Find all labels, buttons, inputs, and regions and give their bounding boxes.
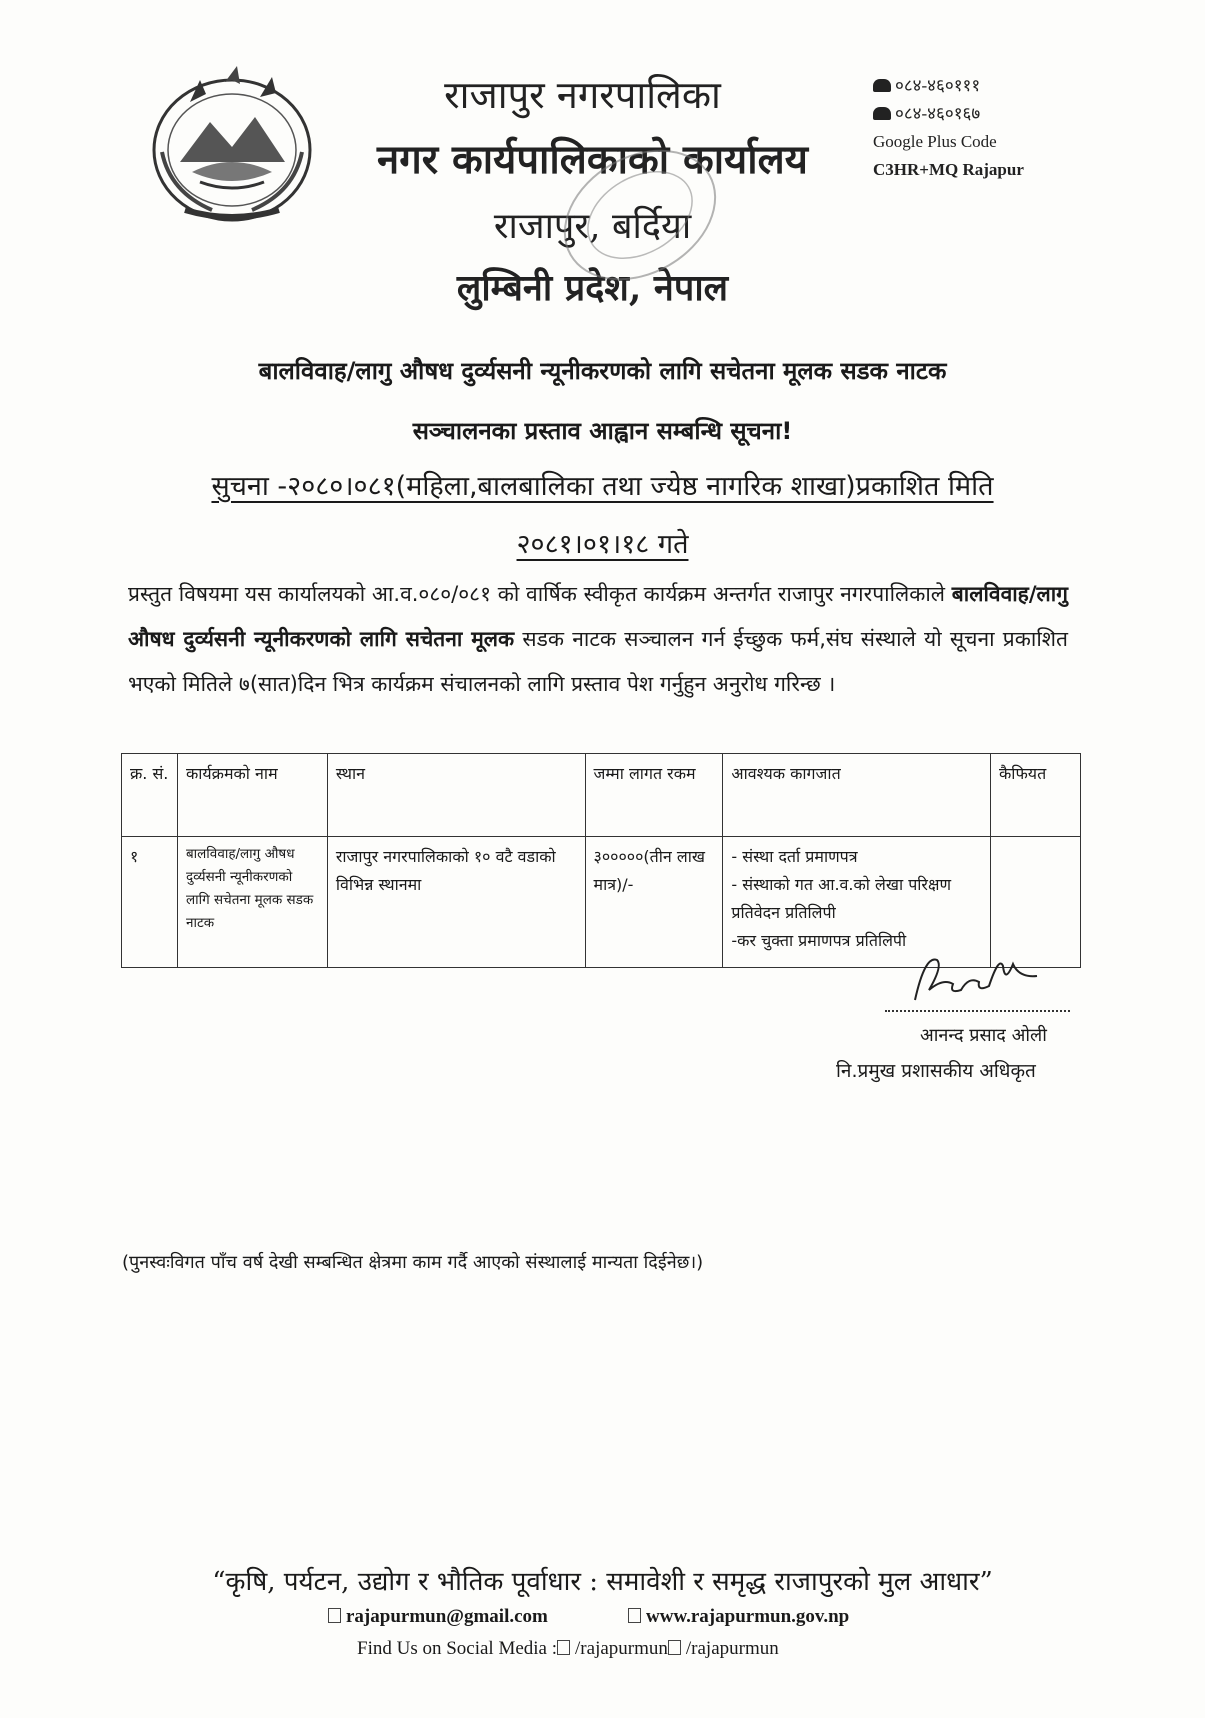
office-address-line3: राजापुर, बर्दिया <box>493 206 692 247</box>
notice-body: प्रस्तुत विषयमा यस कार्यालयको आ.व.०८०/०८१ को वार्षिक स्वीकृत कार्यक्रम अन्तर्गत राजापुर नगरपालिकाले बालविवाह/लागु औषध दुर्व्यसनी न्यूनीकरणको लागि सचेतना मूलक सडक नाटक सञ्चालन गर्न ईच्छुक फर्म,संघ संस्थाले यो सूचना प्रकाशित भएको मितिले ७(सात)दिन भित्र कार्यक्रम संचालनको लागि प्रस्ताव पेश गर्नुहुन अनुरोध गरिन्छ । <box>128 582 1069 696</box>
cell-sn: १ <box>122 837 178 968</box>
telephone-icon <box>873 79 891 92</box>
cell-remarks <box>991 837 1081 968</box>
contact-block <box>873 72 1024 184</box>
col-header-total-cost: जम्मा लागत रकम <box>585 754 723 837</box>
note-text: (पुनस्वःविगत पाँच वर्ष देखी सम्बन्धित क्षेत्रमा काम गर्दै आएको संस्थालाई मान्यता दिईनेछ।) <box>122 1252 704 1273</box>
email-icon <box>328 1608 341 1623</box>
telephone-icon <box>873 107 891 120</box>
table-row <box>122 837 1081 968</box>
signatory-title: नि.प्रमुख प्रशासकीय अधिकृत <box>836 1060 1036 1082</box>
col-header-program-name: कार्यक्रमको नाम <box>177 754 327 837</box>
phone-1: ०८४-४६०१११ <box>873 72 1024 100</box>
table-header-row <box>122 754 1081 837</box>
col-header-location: स्थान <box>327 754 585 837</box>
office-name-line2: नगर कार्यपालिकाको कार्यालय <box>377 136 808 183</box>
notice-title-line2: सञ्चालनका प्रस्ताव आह्वान सम्बन्धि सूचना! <box>412 417 793 445</box>
footer-website: www.rajapurmun.gov.np <box>628 1606 849 1628</box>
plus-code-label: Google Plus Code <box>873 132 997 151</box>
col-header-remarks: कैफियत <box>991 754 1081 837</box>
signatory-name: आनन्द प्रसाद ओली <box>920 1025 1047 1046</box>
program-table <box>121 753 1081 968</box>
footer-social: Find Us on Social Media : /rajapurmun /rajapurmun <box>357 1638 779 1659</box>
col-header-required-documents: आवश्यक कागजात <box>723 754 991 837</box>
notice-reference-line1: सुचना -२०८०।०८१(महिला,बालबालिका तथा ज्येष्ठ नागरिक शाखा)प्रकाशित मिति <box>211 471 994 502</box>
phone-2: ०८४-४६०१६७ <box>873 100 1024 128</box>
cell-location: राजापुर नगरपालिकाको १० वटै वडाको विभिन्न स्थानमा <box>327 837 585 968</box>
twitter-icon <box>668 1640 681 1655</box>
cell-documents <box>723 837 991 968</box>
cell-cost: ३०००००(तीन लाख मात्र)/- <box>585 837 723 968</box>
document-item: -कर चुक्ता प्रमाणपत्र प्रतिलिपी <box>731 931 907 950</box>
notice-reference-line2: २०८१।०१।१८ गते <box>516 529 689 560</box>
handwritten-signature-icon <box>895 950 1075 1010</box>
facebook-icon <box>557 1640 570 1655</box>
office-name-line1: राजापुर नगरपालिका <box>444 73 721 117</box>
cell-program-name: बालविवाह/लागु औषध दुर्व्यसनी न्यूनीकरणको लागि सचेतना मूलक सडक नाटक <box>177 837 327 968</box>
signature-line <box>885 1010 1070 1012</box>
document-item: - संस्था दर्ता प्रमाणपत्र <box>731 847 858 866</box>
notice-title-line1: बालविवाह/लागु औषध दुर्व्यसनी न्यूनीकरणको लागि सचेतना मूलक सडक नाटक <box>258 357 947 385</box>
footer-slogan: “कृषि, पर्यटन, उद्योग र भौतिक पूर्वाधार : समावेशी र समृद्ध राजापुरको मुल आधार” <box>212 1567 993 1597</box>
document-item: - संस्थाको गत आ.व.को लेखा परिक्षण प्रतिवेदन प्रतिलिपी <box>731 875 952 922</box>
col-header-sn: क्र. सं. <box>122 754 178 837</box>
office-address-line4: लुम्बिनी प्रदेश, नेपाल <box>456 267 729 309</box>
office-stamp-icon <box>548 148 733 283</box>
plus-code: C3HR+MQ Rajapur <box>873 160 1024 179</box>
notice-body-bold: बालविवाह/लागु औषध दुर्व्यसनी न्यूनीकरणको लागि सचेतना मूलक <box>128 582 1068 651</box>
footer-email: rajapurmun@gmail.com <box>328 1606 548 1628</box>
globe-icon <box>628 1608 641 1623</box>
